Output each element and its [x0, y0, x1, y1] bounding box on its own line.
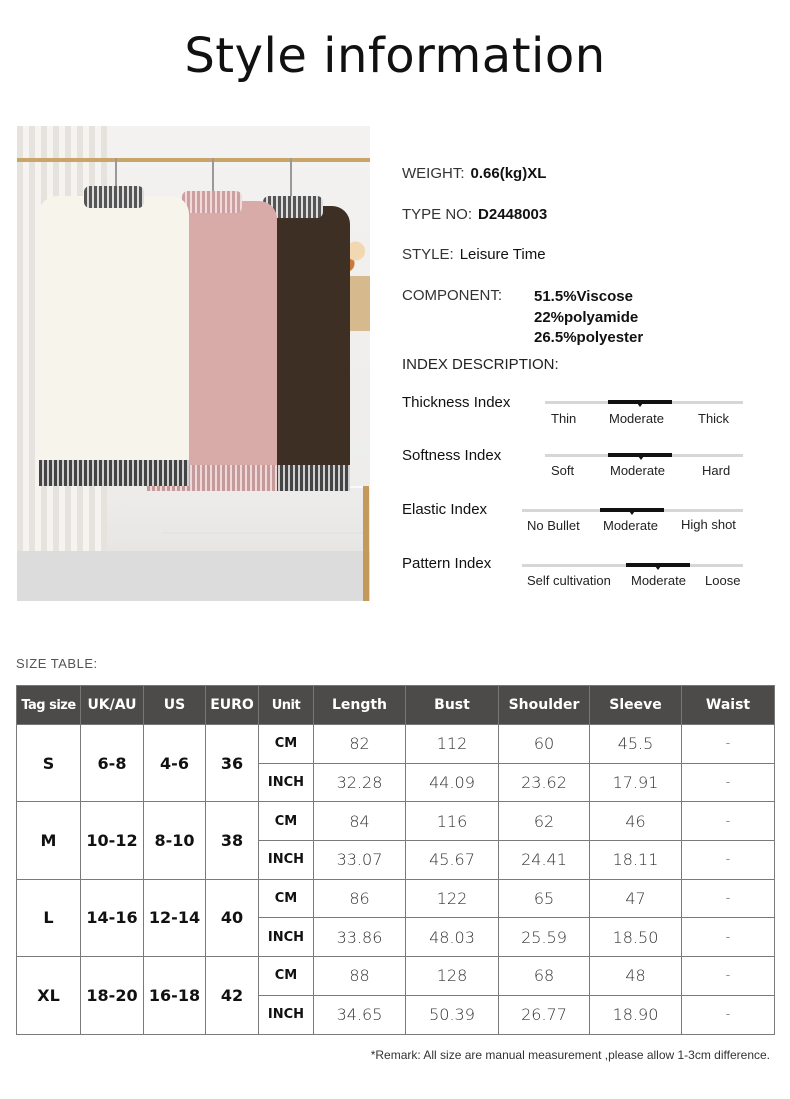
indicator-triangle-icon	[655, 566, 661, 570]
shoulder-cell: 23.62	[499, 763, 590, 802]
length-cell: 82	[314, 725, 406, 764]
type-no-row	[402, 206, 547, 223]
shoulder-cell: 62	[499, 802, 590, 841]
length-cell: 32.28	[314, 763, 406, 802]
bust-cell: 44.09	[406, 763, 499, 802]
waist-cell: -	[682, 918, 775, 957]
shoulder-cell: 24.41	[499, 841, 590, 880]
weight-label: WEIGHT:	[402, 165, 465, 182]
elastic-option: Moderate	[603, 518, 658, 533]
length-cell: 84	[314, 802, 406, 841]
softness-option: Moderate	[610, 463, 665, 478]
indicator-triangle-icon	[629, 511, 635, 515]
pattern-option: Self cultivation	[527, 573, 611, 588]
wall-panel-decor	[162, 486, 370, 534]
bust-cell: 116	[406, 802, 499, 841]
component-value: 26.5%polyester	[534, 329, 644, 346]
column-header: Waist	[682, 686, 775, 725]
thickness-option: Thick	[698, 411, 730, 426]
length-cell: 88	[314, 957, 406, 996]
style-row	[402, 246, 546, 263]
uk-au-cell: 18-20	[81, 957, 144, 1034]
hanger-icon	[290, 158, 292, 198]
column-header: UK/AU	[81, 686, 144, 725]
waist-cell: -	[682, 957, 775, 996]
table-header-row	[17, 686, 775, 725]
component-label: COMPONENT:	[402, 287, 503, 304]
length-cell: 33.07	[314, 841, 406, 880]
length-cell: 86	[314, 879, 406, 918]
length-cell: 34.65	[314, 995, 406, 1034]
waist-cell: -	[682, 763, 775, 802]
table-row	[17, 957, 775, 996]
column-header: Sleeve	[590, 686, 682, 725]
elastic-index-label: Elastic Index	[402, 501, 488, 518]
table-row	[17, 802, 775, 841]
component-value: 22%polyamide	[534, 308, 639, 326]
column-header: Bust	[406, 686, 499, 725]
pattern-index-bar	[522, 564, 743, 567]
component-value: 51.5%Viscose	[534, 288, 633, 305]
style-value: Leisure Time	[459, 246, 546, 263]
component-row	[402, 287, 502, 304]
elastic-index-bar	[522, 509, 743, 512]
indicator-triangle-icon	[637, 403, 643, 407]
softness-index-bar	[545, 454, 743, 457]
sleeve-cell: 18.11	[590, 841, 682, 880]
style-label: STYLE:	[402, 246, 454, 263]
column-header: US	[144, 686, 206, 725]
sleeve-cell: 48	[590, 957, 682, 996]
shoulder-cell: 65	[499, 879, 590, 918]
us-cell: 12-14	[144, 879, 206, 956]
us-cell: 16-18	[144, 957, 206, 1034]
euro-cell: 40	[206, 879, 259, 956]
sleeve-cell: 45.5	[590, 725, 682, 764]
tag-size-cell: M	[17, 802, 81, 879]
bust-cell: 122	[406, 879, 499, 918]
unit-cell: INCH	[259, 763, 314, 802]
bust-cell: 45.67	[406, 841, 499, 880]
page-title: Style information	[184, 28, 606, 84]
waist-cell: -	[682, 879, 775, 918]
shoulder-cell: 25.59	[499, 918, 590, 957]
column-header: Length	[314, 686, 406, 725]
shoulder-cell: 26.77	[499, 995, 590, 1034]
unit-cell: CM	[259, 725, 314, 764]
waist-cell: -	[682, 802, 775, 841]
tag-size-cell: XL	[17, 957, 81, 1034]
rail-post	[363, 486, 369, 601]
shoulder-cell: 60	[499, 725, 590, 764]
euro-cell: 38	[206, 802, 259, 879]
pattern-index-label: Pattern Index	[402, 555, 492, 572]
sleeve-cell: 18.90	[590, 995, 682, 1034]
thickness-option: Moderate	[609, 411, 664, 426]
index-description-label: INDEX DESCRIPTION:	[402, 356, 559, 373]
type-no-value: D2448003	[478, 206, 548, 223]
unit-cell: INCH	[259, 841, 314, 880]
elastic-option: High shot	[681, 517, 736, 532]
table-row	[17, 725, 775, 764]
sleeve-cell: 18.50	[590, 918, 682, 957]
component-values	[534, 287, 643, 349]
pattern-option: Moderate	[631, 573, 686, 588]
us-cell: 8-10	[144, 802, 206, 879]
euro-cell: 42	[206, 957, 259, 1034]
unit-cell: CM	[259, 879, 314, 918]
us-cell: 4-6	[144, 725, 206, 802]
waist-cell: -	[682, 725, 775, 764]
sweater-white	[39, 196, 189, 486]
sleeve-cell: 47	[590, 879, 682, 918]
softness-index-label: Softness Index	[402, 447, 502, 464]
bust-cell: 112	[406, 725, 499, 764]
uk-au-cell: 6-8	[81, 725, 144, 802]
euro-cell: 36	[206, 725, 259, 802]
bust-cell: 48.03	[406, 918, 499, 957]
unit-cell: INCH	[259, 918, 314, 957]
tag-size-cell: L	[17, 879, 81, 956]
uk-au-cell: 10-12	[81, 802, 144, 879]
shoulder-cell: 68	[499, 957, 590, 996]
thickness-index-label: Thickness Index	[402, 394, 511, 411]
elastic-option: No Bullet	[527, 518, 580, 533]
sleeve-cell: 46	[590, 802, 682, 841]
column-header: Shoulder	[499, 686, 590, 725]
remark-note: *Remark: All size are manual measurement ,please allow 1-3cm difference.	[370, 1048, 770, 1062]
column-header: Tag size	[17, 686, 81, 725]
product-photo	[17, 126, 370, 601]
softness-option: Soft	[551, 463, 575, 478]
unit-cell: INCH	[259, 995, 314, 1034]
sleeve-cell: 17.91	[590, 763, 682, 802]
size-table-label: SIZE TABLE:	[16, 656, 98, 671]
table-row	[17, 879, 775, 918]
pattern-option: Loose	[705, 573, 741, 588]
bust-cell: 50.39	[406, 995, 499, 1034]
bust-cell: 128	[406, 957, 499, 996]
unit-cell: CM	[259, 802, 314, 841]
clothing-rail	[17, 158, 370, 162]
thickness-index-bar	[545, 401, 743, 404]
waist-cell: -	[682, 841, 775, 880]
waist-cell: -	[682, 995, 775, 1034]
size-table	[16, 685, 775, 1035]
floor-decor	[17, 551, 370, 601]
thickness-option: Thin	[551, 411, 577, 426]
weight-value: 0.66(kg)XL	[470, 165, 547, 182]
indicator-triangle-icon	[638, 456, 644, 460]
unit-cell: CM	[259, 957, 314, 996]
column-header: EURO	[206, 686, 259, 725]
weight-row	[402, 165, 546, 182]
type-no-label: TYPE NO:	[402, 206, 473, 223]
softness-option: Hard	[702, 463, 731, 478]
tag-size-cell: S	[17, 725, 81, 802]
column-header: Unit	[259, 686, 314, 725]
uk-au-cell: 14-16	[81, 879, 144, 956]
length-cell: 33.86	[314, 918, 406, 957]
